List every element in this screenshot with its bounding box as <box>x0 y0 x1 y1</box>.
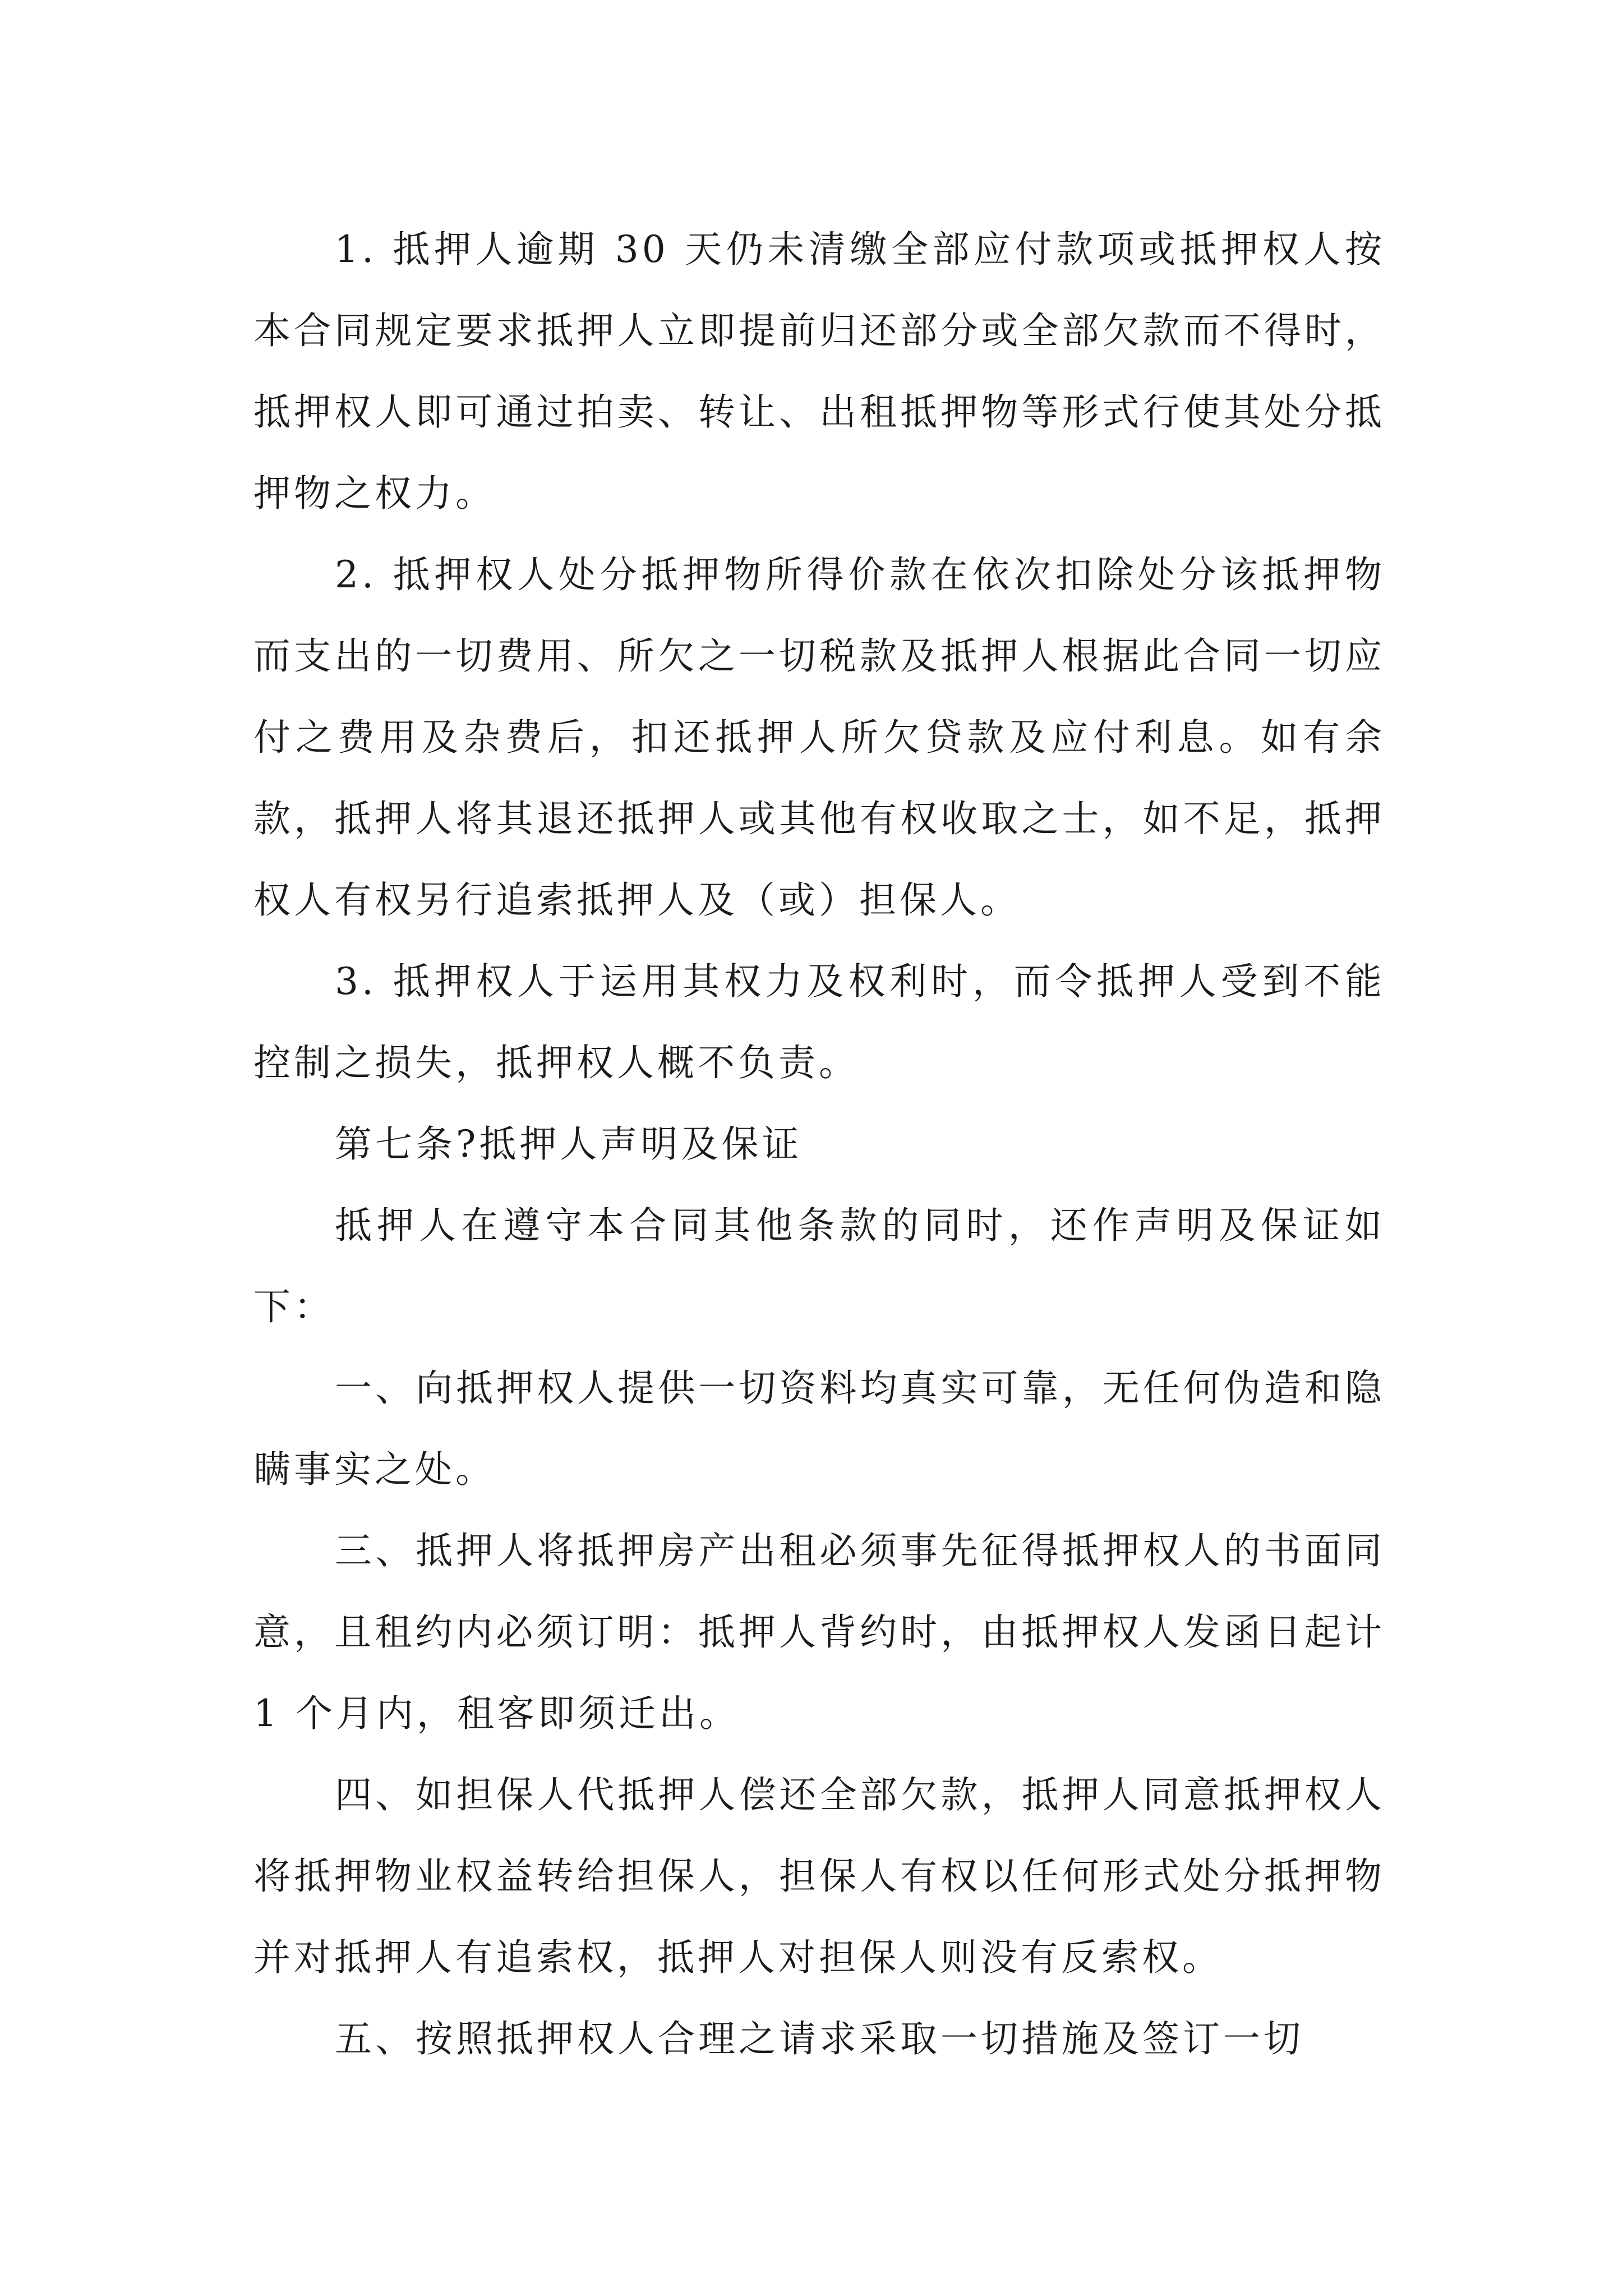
clause-2-paragraph: 2. 抵押权人处分抵押物所得价款在依次扣除处分该抵押物而支出的一切费用、所欠之一切税款及抵押人根据此合同一切应付之费用及杂费后，扣还抵押人所欠贷款及应付利息。如有余款，抵押人将其退还抵押人或其他有权收取之士，如不足，抵押权人有权另行追索抵押人及（或）担保人。 <box>253 553 1385 922</box>
item-four-paragraph: 四、如担保人代抵押人偿还全部欠款，抵押人同意抵押权人将抵押物业权益转给担保人，担保人有权以任何形式处分抵押物并对抵押人有追索权，抵押人对担保人则没有反索权。 <box>253 1773 1385 1979</box>
item-three-paragraph: 三、抵押人将抵押房产出租必须事先征得抵押权人的书面同意，且租约内必须订明：抵押人背约时，由抵押权人发函日起计 1 个月内，租客即须迁出。 <box>253 1529 1385 1735</box>
clause-3-paragraph: 3. 抵押权人于运用其权力及权利时，而令抵押人受到不能控制之损失，抵押权人概不负责。 <box>253 960 1385 1084</box>
item-one-paragraph: 一、向抵押权人提供一切资料均真实可靠，无任何伪造和隐瞒事实之处。 <box>253 1366 1385 1491</box>
item-five-paragraph: 五、按照抵押权人合理之请求采取一切措施及签订一切 <box>335 2017 1304 2060</box>
article-7-heading: 第七条?抵押人声明及保证 <box>335 1122 803 1166</box>
article-7-intro-paragraph: 抵押人在遵守本合同其他条款的同时，还作声明及保证如下： <box>253 1204 1385 1328</box>
document-body <box>253 209 1385 2079</box>
clause-1-paragraph: 1. 抵押人逾期 30 天仍未清缴全部应付款项或抵押权人按本合同规定要求抵押人立即提前归还部分或全部欠款而不得时，抵押权人即可通过拍卖、转让、出租抵押物等形式行使其处分抵押物之权力。 <box>253 228 1385 515</box>
